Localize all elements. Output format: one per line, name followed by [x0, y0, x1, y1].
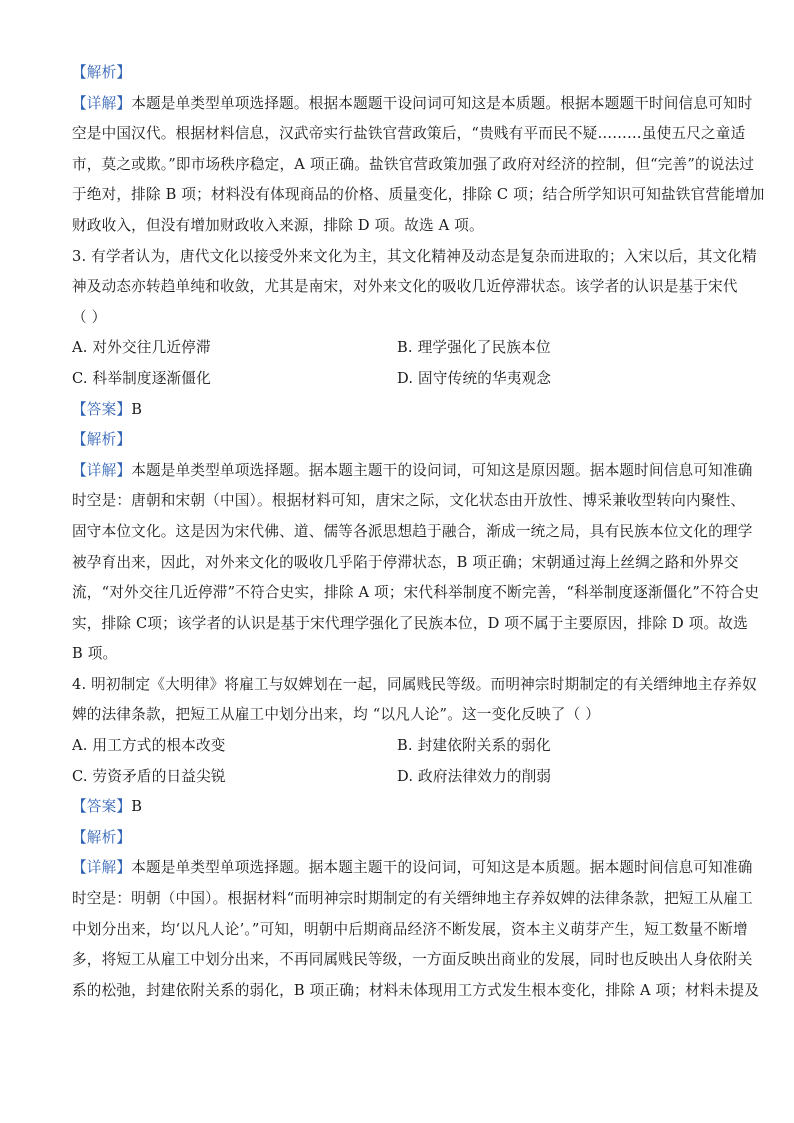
- option-a: A. 用工方式的根本改变: [72, 737, 226, 755]
- answer-tag: 【答案】: [72, 400, 132, 418]
- analysis-tag: 【解析】: [72, 64, 132, 81]
- text-line: 时空是：明朝（中国）。根据材料“而明神宗时期制定的有关缙绅地主存养奴婢的法律条款，把短工从雇工: [72, 890, 753, 908]
- question-3-options-row: [72, 364, 724, 395]
- text-line: 流，“对外交往几近停滞”不符合史实，排除 A 项；宋代科举制度不断完善，“科举制度逐渐僵化”不符合史: [72, 584, 760, 602]
- question-3-stem: 3. 有学者认为，唐代文化以接受外来文化为主，其文化精神及动态是复杂而进取的；入宋以后，其文化精: [72, 247, 757, 265]
- text-line: 市，莫之或欺。”即市场秩序稳定，A 项正确。盐铁官营政策加强了政府对经济的控制，但“完善”的说法过: [72, 155, 755, 173]
- text-line: B 项。: [72, 645, 118, 663]
- option-d: D. 固守传统的华夷观念: [397, 369, 552, 387]
- text-line: 本题是单类型单项选择题。据本题主题干的设问词，可知这是本质题。据本题时间信息可知准确: [131, 859, 753, 877]
- question-4-answer: [72, 792, 724, 823]
- detail-tag: 【详解】: [72, 94, 132, 112]
- question-3-answer: [72, 395, 724, 426]
- answer-value: B: [131, 798, 143, 816]
- question-4-options-row: [72, 762, 724, 793]
- detail-tag: 【详解】: [72, 461, 132, 479]
- option-c: C. 科举制度逐渐僵化: [72, 369, 211, 387]
- analysis-tag: 【解析】: [72, 828, 132, 846]
- analysis-label: [72, 823, 724, 854]
- answer-value: B: [131, 400, 143, 418]
- option-a: A. 对外交往几近停滞: [72, 339, 211, 357]
- question-4-options-row: [72, 731, 724, 762]
- analysis-label: [72, 58, 724, 89]
- option-d: D. 政府法律效力的削弱: [397, 767, 552, 785]
- detail-line: [72, 853, 753, 884]
- question-4-stem: 4. 明初制定《大明律》将雇工与奴婢划在一起，同属贱民等级。而明神宗时期制定的有关缙绅地主存养奴: [72, 675, 757, 693]
- detail-line: [72, 456, 753, 487]
- text-line: 空是中国汉代。根据材料信息，汉武帝实行盐铁官营政策后，“贵贱有平而民不疑………虽使五尺之童适: [72, 125, 746, 143]
- analysis-tag: 【解析】: [72, 431, 132, 449]
- text-line: 系的松弛，封建依附关系的弱化，B 项正确；材料未体现用工方式发生根本变化，排除 A 项；材料未提及: [72, 981, 760, 999]
- detail-line: [72, 89, 753, 120]
- analysis-label: [72, 425, 724, 456]
- text-line: 本题是单类型单项选择题。根据本题题干设问词可知这是本质题。根据本题题干时间信息可知时: [131, 94, 753, 112]
- text-line: 多，将短工从雇工中划分出来，不再同属贱民等级，一方面反映出商业的发展，同时也反映出人身依附关: [72, 951, 753, 969]
- detail-tag: 【详解】: [72, 859, 132, 877]
- text-line: 固守本位文化。这是因为宋代佛、道、儒等各派思想趋于融合，渐成一统之局，具有民族本位文化的理学: [72, 522, 753, 540]
- option-c: C. 劳资矛盾的日益尖锐: [72, 767, 226, 785]
- text-line: 实，排除 C项；该学者的认识是基于宋代理学强化了民族本位，D 项不属于主要原因，排除 D 项。故选: [72, 614, 748, 632]
- question-3-stem: 神及动态亦转趋单纯和收敛，尤其是南宋，对外来文化的吸收几近停滞状态。该学者的认识是基于宋代: [72, 278, 738, 296]
- question-3-options-row: [72, 333, 724, 364]
- text-line: 于绝对，排除 B 项；材料没有体现商品的价格、质量变化，排除 C 项；结合所学知识可知盐铁官营能增加: [72, 186, 765, 204]
- question-4-stem: 婢的法律条款，把短工从雇工中划分出来，均 “以凡人论”。这一变化反映了（ ）: [72, 706, 600, 724]
- text-line: 中划分出来，均‘以凡人论’。”可知，明朝中后期商品经济不断发展，资本主义萌芽产生，短工数量不断增: [72, 920, 748, 938]
- text-line: 时空是：唐朝和宋朝（中国）。根据材料可知，唐宋之际，文化状态由开放性、博采兼收型转向内聚性、: [72, 492, 746, 510]
- document-page: [72, 58, 765, 1006]
- text-line: 被孕育出来，因此，对外来文化的吸收几乎陷于停滞状态，B 项正确；宋朝通过海上丝绸之路和外界交: [72, 553, 739, 571]
- text-line: 财政收入，但没有增加财政收入来源，排除 D 项。故选 A 项。: [72, 216, 484, 234]
- option-b: B. 理学强化了民族本位: [397, 339, 551, 357]
- option-b: B. 封建依附关系的弱化: [397, 737, 551, 755]
- answer-tag: 【答案】: [72, 798, 132, 816]
- question-3-blank: （ ）: [72, 308, 107, 326]
- text-line: 本题是单类型单项选择题。据本题主题干的设问词，可知这是原因题。据本题时间信息可知准确: [131, 461, 753, 479]
